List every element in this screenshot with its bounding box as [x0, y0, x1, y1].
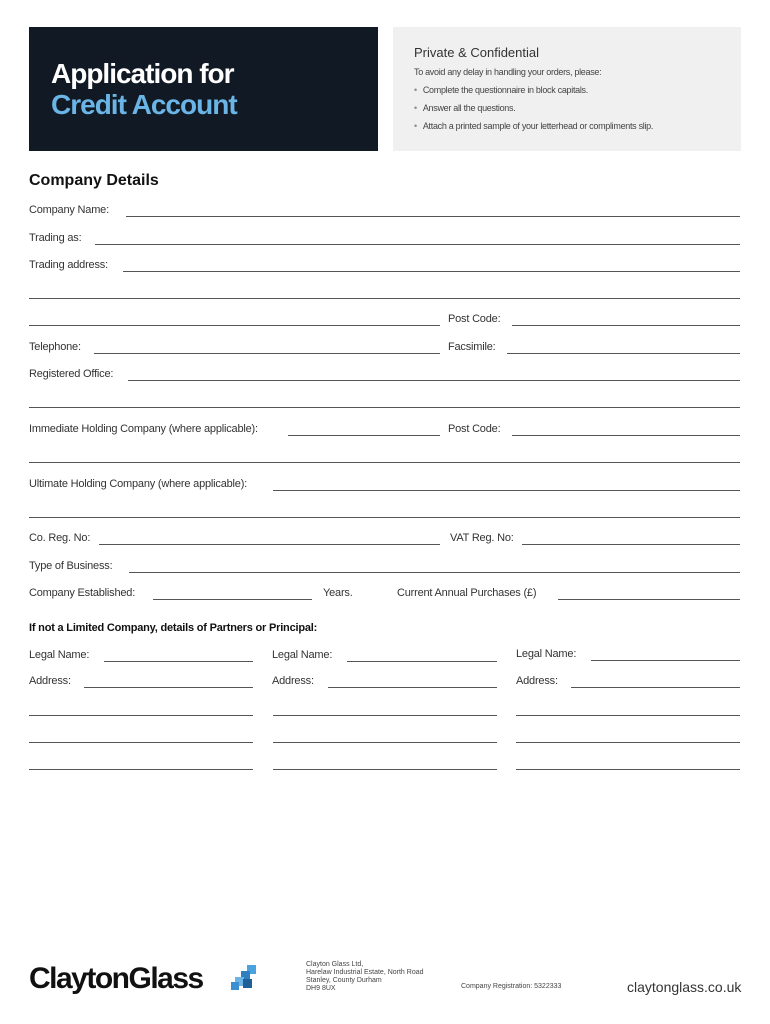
confidential-title: Private & Confidential [414, 45, 540, 60]
registered-office-label: Registered Office: [29, 368, 114, 380]
partners-section-title: If not a Limited Company, details of Partners or Principal: [29, 622, 318, 634]
company-name-label: Company Name: [29, 204, 109, 216]
registered-office-field-line2[interactable] [29, 407, 740, 408]
section-title-company-details: Company Details [29, 172, 159, 189]
address-label-2: Address: [272, 675, 314, 687]
post-code-field-2[interactable] [512, 435, 740, 436]
company-registration: Company Registration: 5322333 [461, 983, 562, 990]
company-established-field[interactable] [153, 599, 312, 600]
ultimate-holding-label: Ultimate Holding Company (where applicable): [29, 478, 248, 490]
address-field-1-line3[interactable] [29, 742, 253, 743]
trading-as-field[interactable] [95, 244, 740, 245]
confidential-notice [393, 27, 741, 151]
company-logo: ClaytonGlass [29, 962, 203, 995]
current-annual-purchases-label: Current Annual Purchases (£) [397, 587, 537, 599]
legal-name-field-3[interactable] [591, 660, 740, 661]
logo-squares-icon [229, 965, 259, 991]
footer-address: Clayton Glass Ltd, Harelaw Industrial Estate, North Road Stanley, County Durham DH9 8UX [306, 961, 424, 992]
co-reg-no-label: Co. Reg. No: [29, 532, 91, 544]
ultimate-holding-field-line2[interactable] [29, 517, 740, 518]
address-field-1-line4[interactable] [29, 769, 253, 770]
post-code-field[interactable] [512, 325, 740, 326]
instruction-item: • Attach a printed sample of your letterhead or compliments slip. [414, 121, 654, 131]
address-field-1-line2[interactable] [29, 715, 253, 716]
legal-name-label-3: Legal Name: [516, 648, 577, 660]
form-title-line1: Application for [51, 58, 234, 89]
facsimile-label: Facsimile: [448, 341, 496, 353]
address-field-2[interactable] [328, 687, 497, 688]
address-label-3: Address: [516, 675, 558, 687]
address-field-2-line2[interactable] [273, 715, 497, 716]
instruction-item: • Answer all the questions. [414, 103, 516, 113]
legal-name-label-2: Legal Name: [272, 649, 333, 661]
trading-address-field[interactable] [123, 271, 740, 272]
trading-address-label: Trading address: [29, 259, 108, 271]
telephone-field[interactable] [94, 353, 440, 354]
address-field-3[interactable] [571, 687, 740, 688]
trading-address-field-line2[interactable] [29, 298, 740, 299]
form-title-banner [29, 27, 378, 151]
form-title-line2: Credit Account [51, 89, 237, 120]
facsimile-field[interactable] [507, 353, 740, 354]
post-code-label: Post Code: [448, 313, 501, 325]
address-field-2-line4[interactable] [273, 769, 497, 770]
type-of-business-field[interactable] [129, 572, 740, 573]
type-of-business-label: Type of Business: [29, 560, 113, 572]
current-annual-purchases-field[interactable] [558, 599, 740, 600]
immediate-holding-field[interactable] [288, 435, 440, 436]
trading-address-field-line3[interactable] [29, 325, 440, 326]
legal-name-field-2[interactable] [347, 661, 497, 662]
address-label-1: Address: [29, 675, 71, 687]
website-link[interactable]: claytonglass.co.uk [627, 979, 742, 995]
trading-as-label: Trading as: [29, 232, 82, 244]
address-field-3-line3[interactable] [516, 742, 740, 743]
legal-name-label-1: Legal Name: [29, 649, 90, 661]
address-field-1[interactable] [84, 687, 253, 688]
co-reg-no-field[interactable] [99, 544, 440, 545]
legal-name-field-1[interactable] [104, 661, 253, 662]
post-code-label-2: Post Code: [448, 423, 501, 435]
immediate-holding-field-line2[interactable] [29, 462, 740, 463]
company-name-field[interactable] [126, 216, 740, 217]
immediate-holding-label: Immediate Holding Company (where applicable): [29, 423, 258, 435]
company-established-label: Company Established: [29, 587, 136, 599]
address-field-3-line4[interactable] [516, 769, 740, 770]
confidential-intro: To avoid any delay in handling your orders, please: [414, 67, 602, 77]
telephone-label: Telephone: [29, 341, 81, 353]
instruction-item: • Complete the questionnaire in block capitals. [414, 85, 588, 95]
address-field-2-line3[interactable] [273, 742, 497, 743]
years-label: Years. [323, 587, 353, 599]
registered-office-field[interactable] [128, 380, 740, 381]
vat-reg-no-field[interactable] [522, 544, 740, 545]
vat-reg-no-label: VAT Reg. No: [450, 532, 514, 544]
address-field-3-line2[interactable] [516, 715, 740, 716]
ultimate-holding-field[interactable] [273, 490, 740, 491]
